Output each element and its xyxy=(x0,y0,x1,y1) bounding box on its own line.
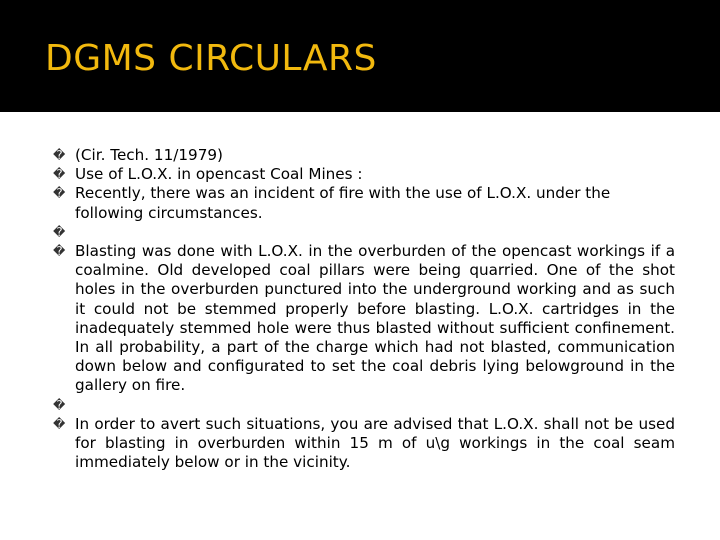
bullet-text: In order to avert such situations, you are advised that L.O.X. shall not be used for blasting in overburden within 15 m of u\g workings in the coal seam immediately below or in the vicinity. xyxy=(75,414,675,472)
bullet-icon: � xyxy=(53,416,66,431)
bullet-item xyxy=(53,146,675,165)
title-bar xyxy=(0,0,720,112)
bullet-item-empty xyxy=(53,396,675,415)
bullet-text: Blasting was done with L.O.X. in the overburden of the opencast workings if a coalmine. Old developed coal pillars were being quarried. One of the shot holes in the overburden punctured into the underground working and as such it could not be stemmed properly before blasting. L.O.X. cartridges in the inadequately stemmed hole were thus blasted without sufficient confinement. In all probability, a part of the charge which had not blasted, communication down below and configurated to set the coal debris lying belowground in the gallery on fire. xyxy=(75,242,675,395)
bullet-text: (Cir. Tech. 11/1979) xyxy=(75,146,223,164)
slide-content xyxy=(53,146,675,472)
bullet-text: Use of L.O.X. in opencast Coal Mines : xyxy=(75,165,363,184)
bullet-item xyxy=(53,415,675,473)
bullet-icon: � xyxy=(53,167,66,182)
bullet-item-empty xyxy=(53,223,675,242)
bullet-icon: � xyxy=(53,244,66,258)
bullet-icon: � xyxy=(53,148,66,162)
bullet-item xyxy=(53,165,675,184)
bullet-icon: � xyxy=(53,224,66,239)
bullet-text: Recently, there was an incident of fire with the use of L.O.X. under the following circumstances. xyxy=(75,184,611,222)
bullet-item xyxy=(53,242,675,396)
bullet-icon: � xyxy=(53,397,66,412)
slide-title: DGMS CIRCULARS xyxy=(45,38,377,79)
bullet-item xyxy=(53,184,675,222)
bullet-icon: � xyxy=(53,186,66,201)
